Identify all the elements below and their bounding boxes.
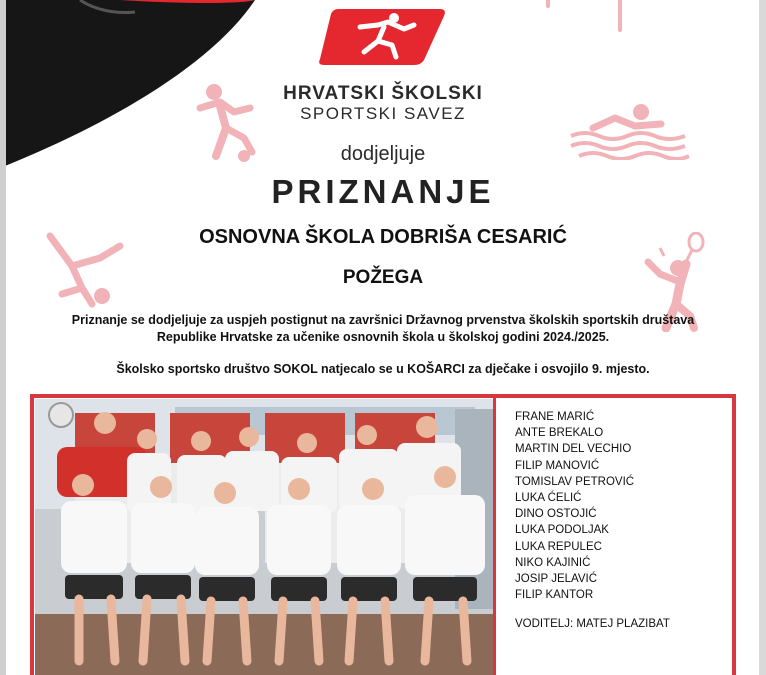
- team-photo: [35, 399, 493, 675]
- city-name: POŽEGA: [342, 267, 424, 288]
- player-name: LUKA PODOLJAK: [515, 524, 609, 537]
- player-name: LUKA REPULEC: [515, 540, 602, 553]
- description-line-1: Priznanje se dodjeljuje za uspjeh postignut na završnici Državnog prvenstva školskih sportskih društava: [71, 313, 695, 327]
- player-name: TOMISLAV PETROVIĆ: [515, 475, 635, 488]
- organization-name-line1: HRVATSKI ŠKOLSKI: [283, 83, 483, 104]
- player-name: LUKA ĆELIĆ: [515, 491, 582, 504]
- organization-name-line2: SPORTSKI SAVEZ: [300, 104, 466, 123]
- awards-word: dodjeljuje: [340, 143, 426, 165]
- player-name: ANTE BREKALO: [515, 427, 604, 440]
- achievement-text: Školsko sportsko društvo SOKOL natjecalo se u KOŠARCI za dječake i osvojilo 9. mjesto.: [116, 362, 650, 376]
- photo-divider: [493, 398, 496, 675]
- player-name: NIKO KAJINIĆ: [515, 556, 591, 569]
- player-name: FRANE MARIĆ: [515, 411, 595, 423]
- certificate-description: [20, 312, 746, 346]
- school-name: OSNOVNA ŠKOLA DOBRIŠA CESARIĆ: [199, 226, 567, 248]
- player-name: JOSIP JELAVIĆ: [515, 572, 598, 585]
- certificate-title: PRIZNANJE: [271, 173, 495, 210]
- top-pink-marks-icon: [540, 0, 630, 36]
- player-name: FILIP KANTOR: [515, 589, 594, 602]
- coach-name: VODITELJ: MATEJ PLAZIBAT: [515, 618, 670, 630]
- running-figure-logo: [316, 5, 448, 67]
- player-name: FILIP MANOVIĆ: [515, 459, 600, 472]
- description-line-2: Republike Hrvatske za učenike osnovnih škola u školskoj godini 2024./2025.: [156, 330, 610, 344]
- player-name: DINO OSTOJIĆ: [515, 508, 597, 521]
- player-name: MARTIN DEL VECHIO: [515, 443, 632, 456]
- players-list: [515, 409, 634, 603]
